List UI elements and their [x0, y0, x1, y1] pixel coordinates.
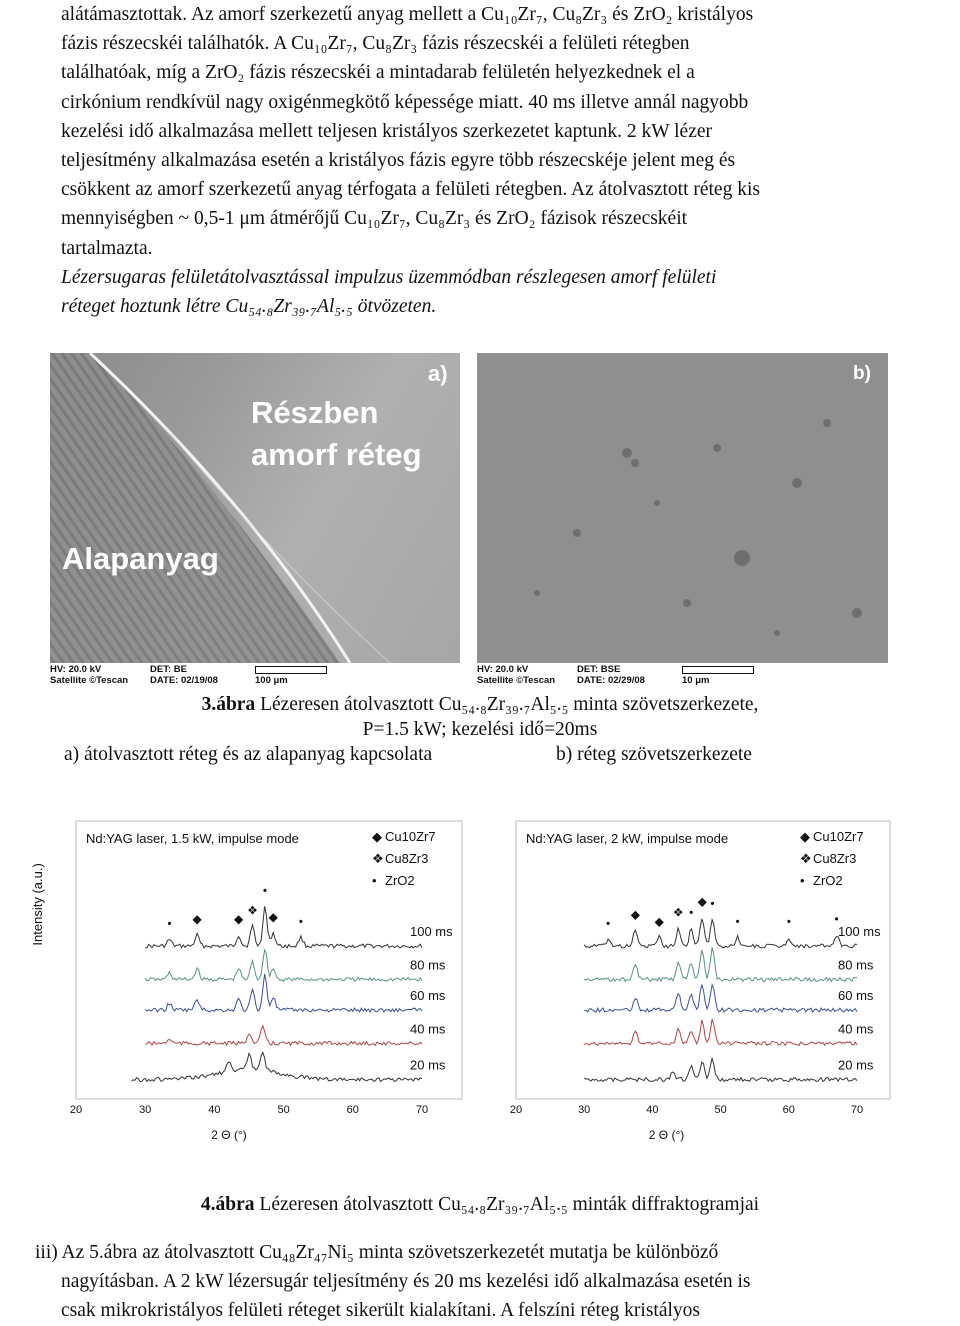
xrd-series-line: [584, 916, 857, 948]
phase-marker: •: [834, 912, 839, 927]
sem-image-a: [50, 353, 460, 663]
chart-title: Nd:YAG laser, 2 kW, impulse mode: [526, 831, 729, 846]
scale-bar: [255, 666, 327, 674]
legend-symbol: ◆: [372, 829, 382, 844]
phase-marker: •: [689, 905, 694, 920]
text-line: Lézersugaras felületátolvasztással impulzus üzemmódban részlegesen amorf felületi: [61, 266, 717, 288]
x-tick-label: 60: [782, 1104, 795, 1116]
meta-scale: 10 μm: [682, 675, 710, 686]
phase-marker: ◆: [630, 907, 640, 922]
legend-entry: Cu8Zr3: [813, 851, 857, 866]
series-label: 20 ms: [838, 1057, 874, 1073]
phase-marker: ◆: [654, 914, 664, 929]
legend-entry: Cu8Zr3: [385, 851, 429, 866]
xrd-series-line: [131, 1052, 422, 1081]
meta-sat: Satellite ©Tescan: [50, 675, 129, 686]
x-tick-label: 50: [714, 1104, 727, 1116]
overlay-label: amorf réteg: [251, 437, 422, 472]
x-tick-label: 30: [139, 1104, 152, 1116]
x-tick-label: 50: [277, 1104, 290, 1116]
phase-marker: •: [605, 916, 611, 931]
y-axis-label: Intensity (a.u.): [30, 863, 45, 946]
figure-4-caption: [0, 1193, 960, 1217]
meta-sat: Satellite ©Tescan: [477, 675, 556, 686]
series-label: 80 ms: [838, 957, 874, 973]
text-line: kezelési idő alkalmazása mellett teljesen kristályos szerkezetet kaptunk. 2 kW lézer: [61, 120, 712, 142]
text-line: alátámasztottak. Az amorf szerkezetű anyag mellett a Cu₁₀Zr₇, Cu₈Zr₃ és ZrO₂ kristályos: [61, 4, 754, 25]
xrd-series-line: [584, 947, 857, 981]
legend-entry: Cu10Zr7: [813, 829, 864, 844]
phase-marker: ❖: [247, 903, 258, 918]
sem-meta-a: [50, 664, 460, 686]
phase-marker: ◆: [268, 909, 278, 924]
legend-symbol: •: [372, 873, 377, 888]
phase-marker: •: [167, 916, 172, 931]
phase-marker: •: [262, 883, 268, 898]
subcaption-b: b) réteg szövetszerkezete: [556, 744, 752, 765]
series-label: 20 ms: [410, 1057, 446, 1073]
x-tick-label: 60: [346, 1104, 359, 1116]
panel-label-b: b): [853, 363, 871, 384]
legend-symbol: ❖: [800, 851, 812, 866]
text-line: tartalmazta.: [61, 237, 153, 259]
meta-date: DATE: 02/19/08: [150, 675, 218, 686]
phase-marker: •: [735, 914, 740, 929]
legend-entry: ZrO2: [813, 873, 843, 888]
overlay-label: Részben: [251, 395, 379, 430]
meta-scale: 100 μm: [255, 675, 288, 686]
text-line: mennyiségben ~ 0,5-1 μm átmérőjű Cu₁₀Zr₇, Cu₈Zr₃ és ZrO₂ fázisok részecskéit: [61, 208, 688, 230]
text-line: teljesítmény alkalmazása esetén a kristályos fázis egyre több részecskéje jelent meg és: [61, 150, 736, 172]
x-tick-label: 20: [509, 1104, 523, 1116]
sem-meta-b: [477, 664, 888, 686]
legend-symbol: ◆: [800, 829, 810, 844]
top-paragraph: [61, 0, 871, 321]
meta-det: DET: BE: [150, 664, 187, 675]
subcaption-a: a) átolvasztott réteg és az alapanyag kapcsolata: [64, 744, 433, 765]
meta-date: DATE: 02/29/08: [577, 675, 645, 686]
x-tick-label: 70: [415, 1104, 429, 1116]
text-line: csökkent az amorf szerkezetű anyag térfogata a felületi rétegben. Az átolvasztott réteg kis: [61, 179, 760, 201]
xrd-series-line: [145, 906, 422, 948]
sem-image-b: [477, 353, 888, 663]
x-tick-label: 40: [208, 1104, 221, 1116]
figure-number: 4.ábra: [200, 1194, 255, 1215]
series-label: 40 ms: [838, 1021, 874, 1037]
meta-hv: HV: 20.0 kV: [50, 664, 102, 675]
scale-bar: [682, 666, 754, 674]
figure-3-caption: [0, 693, 960, 717]
text-line: csak mikrokristályos felületi réteget sikerült kialakítani. A felszíni réteg kristályos: [61, 1300, 700, 1322]
xrd-charts: [0, 815, 960, 1145]
meta-det: DET: BSE: [577, 664, 621, 675]
series-label: 100 ms: [410, 924, 453, 940]
legend-entry: ZrO2: [385, 873, 415, 888]
figure-title: Lézeresen átolvasztott Cu₅₄.₈Zr₃₉.₇Al₅.₅ minták diffraktogramjai: [259, 1194, 760, 1215]
x-tick-label: 30: [578, 1104, 591, 1116]
xrd-series-line: [145, 1026, 422, 1046]
text-line: réteget hoztunk létre Cu₅₄.₈Zr₃₉.₇Al₅.₅ ötvözeten.: [61, 296, 437, 318]
phase-marker: •: [710, 896, 715, 911]
x-tick-label: 20: [69, 1104, 83, 1116]
phase-marker: •: [298, 914, 304, 929]
figure-3-params: P=1.5 kW; kezelési idő=20ms: [362, 719, 598, 740]
bottom-paragraph: [35, 1238, 871, 1326]
x-axis-label: 2 Θ (°): [648, 1128, 685, 1142]
panel-label-a: a): [428, 361, 448, 386]
text-line: iii) Az 5.ábra az átolvasztott Cu₄₈Zr₄₇Ni₅ minta szövetszerkezetét mutatja be különböző: [35, 1242, 719, 1263]
text-line: cirkónium rendkívül nagy oxigénmegkötő képessége miatt. 40 ms illetve annál nagyobb: [61, 91, 749, 113]
xrd-series-line: [584, 1058, 857, 1082]
phase-marker: ◆: [697, 894, 707, 909]
figure-number: 3.ábra: [201, 694, 256, 715]
x-tick-label: 40: [646, 1104, 659, 1116]
phase-marker: •: [786, 914, 791, 929]
xrd-series-line: [584, 1019, 857, 1045]
phase-marker: ◆: [234, 912, 244, 927]
legend-symbol: ❖: [372, 851, 384, 866]
chart-title: Nd:YAG laser, 1.5 kW, impulse mode: [86, 831, 299, 846]
text-line: nagyításban. A 2 kW lézersugár teljesítmény és 20 ms kezelési idő alkalmazása esetén is: [61, 1271, 751, 1293]
legend-entry: Cu10Zr7: [385, 829, 436, 844]
x-axis-label: 2 Θ (°): [211, 1128, 247, 1142]
overlay-label: Alapanyag: [62, 541, 219, 576]
meta-hv: HV: 20.0 kV: [477, 664, 529, 675]
legend-symbol: •: [800, 873, 805, 888]
series-label: 40 ms: [410, 1021, 446, 1037]
x-tick-label: 70: [850, 1104, 864, 1116]
phase-marker: ❖: [672, 905, 684, 920]
figure-title: Lézeresen átolvasztott Cu₅₄.₈Zr₃₉.₇Al₅.₅ minta szövetszerkezete,: [260, 694, 759, 715]
text-line: fázis részecskéi találhatók. A Cu₁₀Zr₇, Cu₈Zr₃ fázis részecskéi a felületi rétegben: [61, 33, 690, 55]
xrd-series-line: [145, 950, 422, 981]
xrd-series-line: [584, 985, 857, 1013]
sem-texture-b: [477, 353, 888, 663]
series-label: 60 ms: [838, 988, 874, 1004]
series-label: 100 ms: [838, 924, 881, 940]
phase-marker: ◆: [192, 912, 202, 927]
text-line: találhatóak, míg a ZrO₂ fázis részecskéi a mintadarab felületén helyezkednek el a: [61, 62, 695, 84]
series-label: 60 ms: [410, 988, 446, 1004]
series-label: 80 ms: [410, 957, 446, 973]
